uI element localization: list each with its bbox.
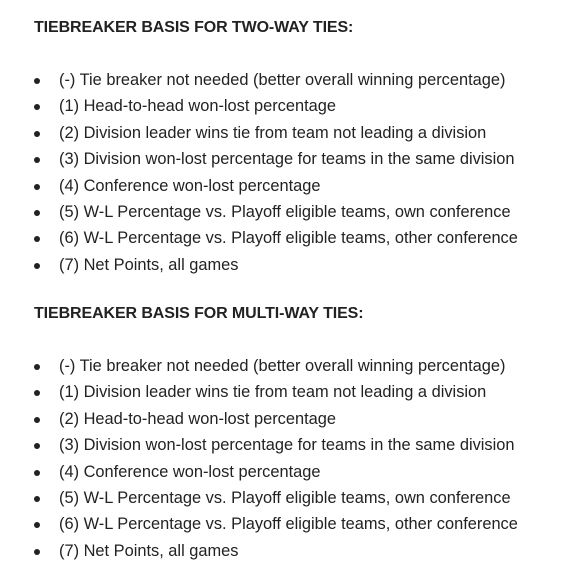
multi-way-ties-heading: TIEBREAKER BASIS FOR MULTI-WAY TIES: bbox=[34, 305, 364, 322]
list-item bbox=[0, 173, 564, 199]
bullet-icon bbox=[34, 104, 40, 110]
list-item bbox=[0, 406, 564, 432]
list-item bbox=[0, 511, 564, 537]
list-item bbox=[0, 485, 564, 511]
list-item-text: (7) Net Points, all games bbox=[59, 255, 239, 274]
bullet-icon bbox=[34, 364, 40, 370]
bullet-icon bbox=[34, 549, 40, 555]
bullet-icon bbox=[34, 131, 40, 137]
list-item bbox=[0, 353, 564, 379]
list-item-text: (6) W-L Percentage vs. Playoff eligible teams, other conference bbox=[59, 229, 518, 248]
bullet-icon bbox=[34, 263, 40, 269]
two-way-ties-section bbox=[0, 18, 564, 274]
bullet-icon bbox=[34, 417, 40, 423]
list-item-text: (1) Division leader wins tie from team not leading a division bbox=[59, 383, 487, 402]
list-item-text: (1) Head-to-head won-lost percentage bbox=[59, 97, 336, 116]
bullet-icon bbox=[34, 470, 40, 476]
list-item-text: (6) W-L Percentage vs. Playoff eligible teams, other conference bbox=[59, 515, 518, 534]
list-item bbox=[0, 225, 564, 251]
list-item bbox=[0, 120, 564, 146]
list-item-text: (-) Tie breaker not needed (better overall winning percentage) bbox=[59, 71, 506, 89]
list-item-text: (5) W-L Percentage vs. Playoff eligible teams, own conference bbox=[59, 488, 511, 507]
list-item bbox=[0, 199, 564, 225]
list-item bbox=[0, 146, 564, 172]
bullet-icon bbox=[34, 496, 40, 502]
bullet-icon bbox=[34, 157, 40, 163]
list-item bbox=[0, 252, 564, 278]
list-item-text: (3) Division won-lost percentage for teams in the same division bbox=[59, 150, 515, 169]
multi-way-ties-list bbox=[0, 353, 564, 564]
bullet-icon bbox=[34, 236, 40, 242]
list-item-text: (2) Division leader wins tie from team not leading a division bbox=[59, 123, 487, 142]
list-item-text: (5) W-L Percentage vs. Playoff eligible teams, own conference bbox=[59, 202, 511, 221]
list-item-text: (4) Conference won-lost percentage bbox=[59, 176, 321, 195]
two-way-ties-list bbox=[0, 67, 564, 278]
list-item bbox=[0, 538, 564, 564]
list-item-text: (4) Conference won-lost percentage bbox=[59, 462, 321, 481]
list-item bbox=[0, 379, 564, 405]
bullet-icon bbox=[34, 522, 40, 528]
list-item bbox=[0, 432, 564, 458]
list-item bbox=[0, 67, 564, 93]
list-item-text: (2) Head-to-head won-lost percentage bbox=[59, 409, 336, 428]
bullet-icon bbox=[34, 184, 40, 190]
bullet-icon bbox=[34, 443, 40, 449]
bullet-icon bbox=[34, 210, 40, 216]
two-way-ties-heading: TIEBREAKER BASIS FOR TWO-WAY TIES: bbox=[34, 19, 354, 36]
list-item-text: (7) Net Points, all games bbox=[59, 541, 239, 560]
bullet-icon bbox=[34, 78, 40, 84]
list-item-text: (-) Tie breaker not needed (better overall winning percentage) bbox=[59, 357, 506, 375]
list-item-text: (3) Division won-lost percentage for teams in the same division bbox=[59, 436, 515, 455]
bullet-icon bbox=[34, 390, 40, 396]
list-item bbox=[0, 459, 564, 485]
multi-way-ties-section bbox=[0, 304, 564, 560]
list-item bbox=[0, 93, 564, 119]
